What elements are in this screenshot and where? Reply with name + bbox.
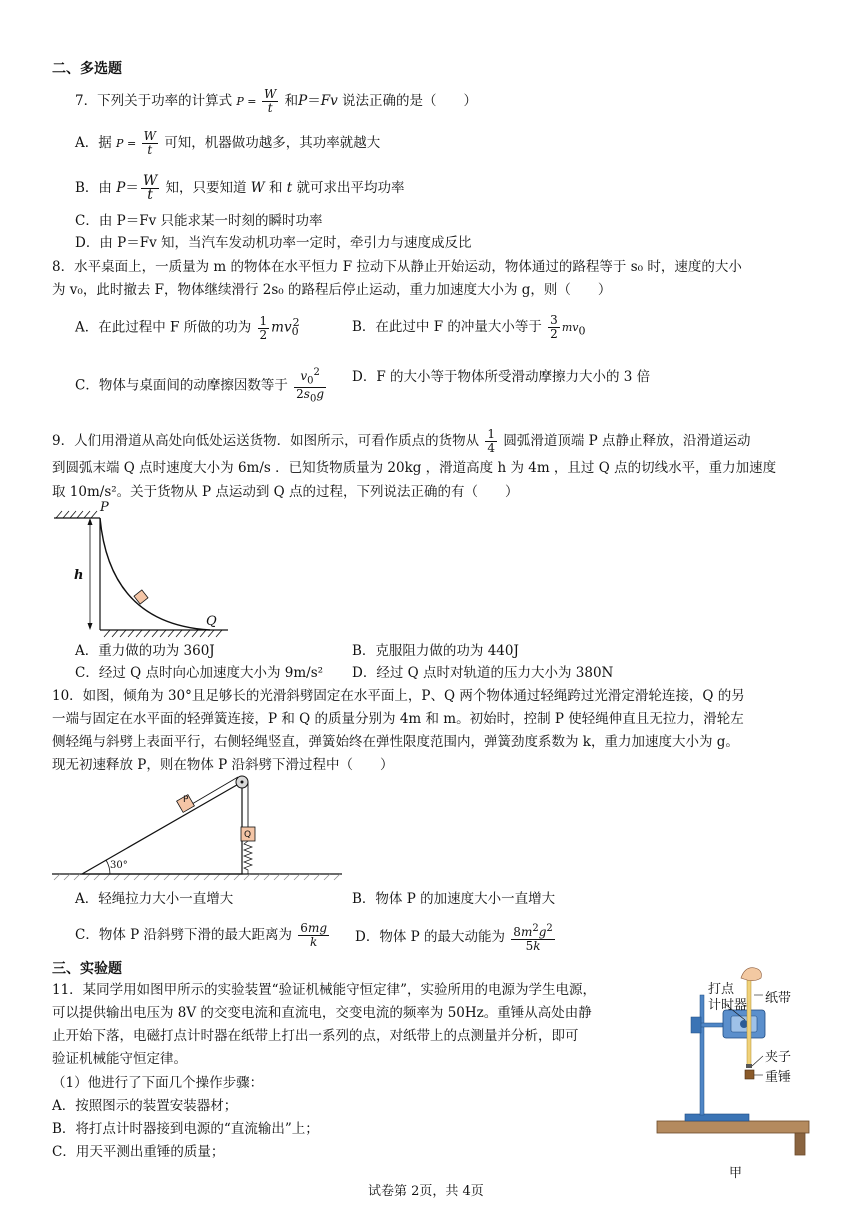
- q11-label-clip: 夹子: [765, 1050, 792, 1065]
- q9-option-d: D．经过 Q 点时对轨道的压力大小为 380N: [352, 665, 614, 681]
- q7-option-a: A．据 P = $\frac{W}{t}$ 可知，机器做功越多，其功率就越大: [75, 129, 381, 157]
- q9-line2: 到圆弧末端 Q 点时速度大小为 6m/s ．已知货物质量为 20kg ，滑道高度 h 为 4m ，且过 Q 点的切线水平，重力加速度: [52, 460, 777, 476]
- q11-label-timer-2: 计时器: [708, 998, 748, 1013]
- section-experiment: 三、实验题: [52, 961, 122, 977]
- q10-line4: 现无初速释放 P，则在物体 P 沿斜劈下滑过程中（ ）: [52, 757, 394, 773]
- q7-stem: 7．下列关于功率的计算式 P = $\frac{W}{t}$ 和P＝Fv 说法正确的是（ ）: [75, 87, 478, 115]
- q9-line1: 9．人们用滑道从高处向低处运送货物．如图所示，可看作质点的货物从 $\frac{1}{4}$ 圆弧滑道顶端 P 点静止释放，沿滑道运动: [52, 427, 751, 455]
- page-footer: 试卷第 2页，共 4页: [368, 1184, 484, 1199]
- q9-label-h: h: [74, 568, 84, 583]
- q11-line7: B．将打点计时器接到电源的“直流输出”上；: [52, 1121, 319, 1137]
- q10-label-q: Q: [244, 830, 252, 840]
- q7-option-c: C．由 P＝Fv 只能求某一时刻的瞬时功率: [75, 213, 323, 229]
- q11-line3: 止开始下落，电磁打点计时器在纸带上打出一系列的点，对纸带上的点测量并分析，即可: [52, 1028, 579, 1044]
- q11-label-weight: 重锤: [765, 1070, 792, 1085]
- q10-option-d: D．物体 P 的最大动能为 $\frac{8m^2g^2}{5k}$: [355, 923, 553, 953]
- q10-option-c: C．物体 P 沿斜劈下滑的最大距离为 $\frac{6mg}{k}$: [75, 921, 327, 949]
- q11-label-tape: 纸带: [765, 991, 792, 1006]
- q10-line3: 侧轻绳与斜劈上表面平行，右侧轻绳竖直，弹簧始终在弹性限度范围内，弹簧劲度系数为 k，重力加速度大小为 g。: [52, 734, 739, 750]
- q11-line5: （1）他进行了下面几个操作步骤：: [52, 1075, 264, 1091]
- q10-line1: 10．如图，倾角为 30°且足够长的光滑斜劈固定在水平面上，P、Q 两个物体通过轻绳跨过光滑定滑轮连接，Q 的另: [52, 688, 745, 704]
- q9-label-p: P: [100, 500, 109, 515]
- q8-option-d: D．F 的大小等于物体所受滑动摩擦力大小的 3 倍: [352, 369, 651, 385]
- q10-label-angle: 30°: [110, 860, 128, 871]
- q9-option-c: C．经过 Q 点时向心加速度大小为 9m/s²: [75, 665, 324, 681]
- q9-option-b: B．克服阻力做的功为 440J: [352, 643, 519, 659]
- q11-line4: 验证机械能守恒定律。: [52, 1051, 187, 1067]
- q11-line2: 可以提供输出电压为 8V 的交变电流和直流电，交变电流的频率为 50Hz。重锤从高处由静: [52, 1005, 592, 1021]
- q10-incline-diagram: [52, 772, 342, 888]
- q11-line1: 11．某同学用如图甲所示的实验装置“验证机械能守恒定律”，实验所用的电源为学生电源，: [52, 982, 596, 998]
- q11-line8: C．用天平测出重锤的质量；: [52, 1144, 225, 1160]
- q11-figure-caption: 甲: [729, 1166, 743, 1181]
- q10-label-p: P: [183, 795, 189, 805]
- q10-option-b: B．物体 P 的加速度大小一直增大: [352, 891, 556, 907]
- q10-option-a: A．轻绳拉力大小一直增大: [75, 891, 234, 907]
- q9-line3: 取 10m/s²。关于货物从 P 点运动到 Q 点的过程，下列说法正确的有（ ）: [52, 484, 519, 500]
- q8-option-c: C．物体与桌面间的动摩擦因数等于 $\frac{v_0^2}{2s_0g}$: [75, 367, 325, 405]
- q7-option-b: B．由 P＝ $\frac{W}{t}$ 知，只要知道 W 和 t 就可求出平均功率: [75, 173, 405, 203]
- q9-label-q: Q: [206, 614, 217, 629]
- section-multi-choice: 二、多选题: [52, 61, 122, 77]
- q8-option-b: B．在此过中 F 的冲量大小等于 $\frac{3}{2}$ $mv_0$: [352, 313, 586, 341]
- q11-label-timer-1: 打点: [708, 982, 735, 997]
- q9-option-a: A．重力做的功为 360J: [75, 643, 215, 659]
- q8-line2: 为 v₀，此时撤去 F，物体继续滑行 2s₀ 的路程后停止运动，重力加速度大小为 g，则（ ）: [52, 282, 612, 298]
- q8-line1: 8．水平桌面上，一质量为 m 的物体在水平恒力 F 拉动下从静止开始运动，物体通过的路程等于 s₀ 时，速度的大小: [52, 259, 742, 275]
- q11-line6: A．按照图示的装置安装器材；: [52, 1098, 238, 1114]
- q8-option-a: A．在此过程中 F 所做的功为 $\frac{1}{2}$ $mv_0^2$: [75, 313, 300, 342]
- q10-line2: 一端与固定在水平面的轻弹簧连接，P 和 Q 的质量分别为 4m 和 m。初始时，控制 P 使轻绳伸直且无拉力，滑轮左: [52, 711, 744, 727]
- q7-option-d: D．由 P＝Fv 知，当汽车发动机功率一定时，牵引力与速度成反比: [75, 235, 472, 251]
